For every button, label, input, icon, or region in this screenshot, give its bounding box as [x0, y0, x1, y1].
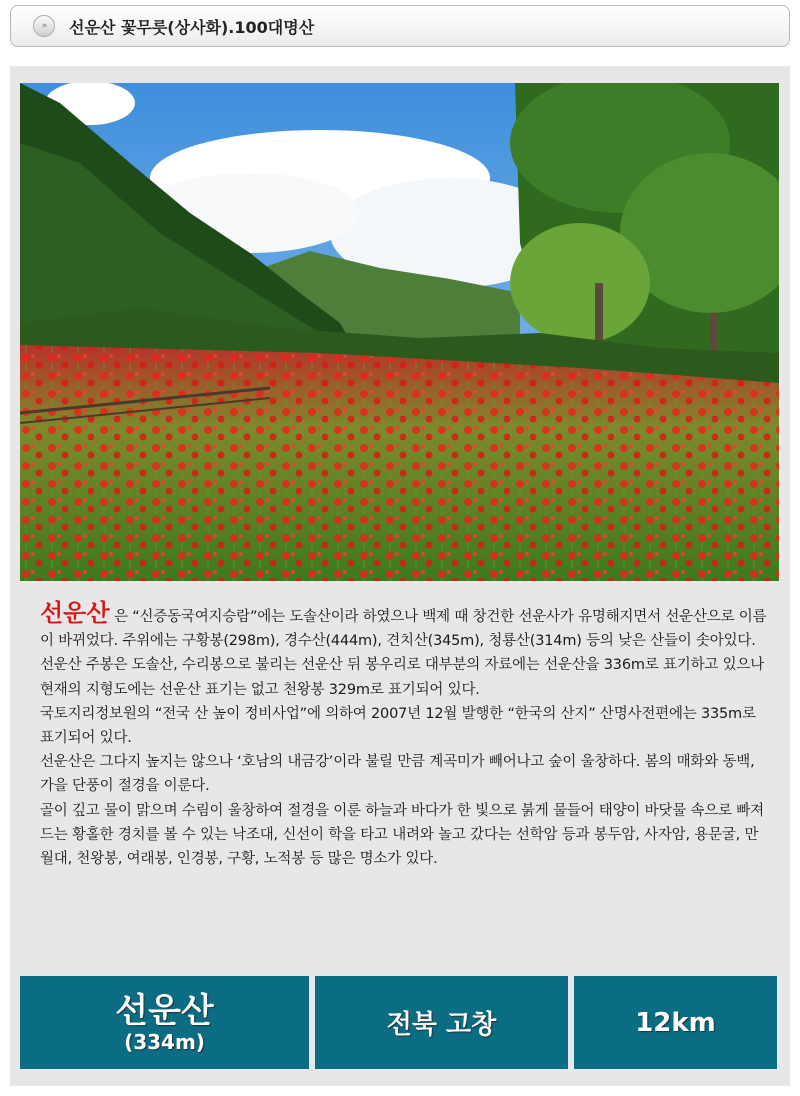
- stat-mountain-name: 선운산: [115, 990, 214, 1031]
- stat-distance-text: 12km: [635, 1007, 716, 1038]
- page-header: [10, 5, 790, 47]
- stat-location-text: 전북 고창: [386, 1010, 497, 1040]
- description-paragraph-text: 은 “신증동국여지승람”에는 도솔산이라 하였으나 백제 때 창건한 선운사가 유명해지면서 선운산으로 이름이 바뀌었다. 주위에는 구황봉(298m), 경수산(444m), 견치산(345m), 청룡산(314m) 등의 낮은 산들이 솟아있다.: [40, 609, 767, 650]
- stat-location: [315, 976, 568, 1069]
- description-paragraph: [40, 601, 770, 653]
- description-paragraph: 선운산 주봉은 도솔산, 수리봉으로 불리는 선운산 뒤 봉우리로 대부분의 자료에는 선운산을 336m로 표기하고 있으나 현재의 지형도에는 선운산 표기는 없고 천왕봉 329m로 표기되어 있다.: [40, 657, 765, 698]
- description-text: [40, 601, 770, 871]
- content-panel: [10, 66, 790, 1086]
- stat-distance: [574, 976, 777, 1069]
- mountain-name-lead: 선운산: [40, 599, 110, 627]
- description-paragraph: 골이 깊고 물이 맑으며 수림이 울창하여 절경을 이룬 하늘과 바다가 한 빛으로 붉게 물들어 태양이 바닷물 속으로 빠져드는 황홀한 경치를 볼 수 있는 낙조대, 신선이 학을 타고 내려와 놀고 갔다는 선학암 등과 봉두암, 사자암, 용문굴, 만월대, 천왕봉, 여래봉, 인경봉, 구황, 노적봉 등 많은 명소가 있다.: [40, 802, 764, 868]
- description-paragraph: 선운산은 그다지 높지는 않으나 ‘호남의 내금강’이라 불릴 만큼 계곡미가 빼어나고 숲이 울창하다. 봄의 매화와 동백, 가을 단풍이 절경을 이룬다.: [40, 754, 755, 795]
- page-title: 선운산 꽃무릇(상사화).100대명산: [69, 17, 315, 37]
- mountain-stats: [20, 976, 777, 1069]
- stat-name-height: [20, 976, 309, 1069]
- description-paragraph: 국토지리정보원의 “전국 산 높이 정비사업”에 의하여 2007년 12월 발행한 “한국의 산지” 산명사전편에는 335m로 표기되어 있다.: [40, 705, 756, 747]
- double-chevron-right-icon: »: [33, 15, 55, 37]
- mountain-photo: [20, 83, 779, 581]
- stat-height: (334m): [124, 1029, 205, 1054]
